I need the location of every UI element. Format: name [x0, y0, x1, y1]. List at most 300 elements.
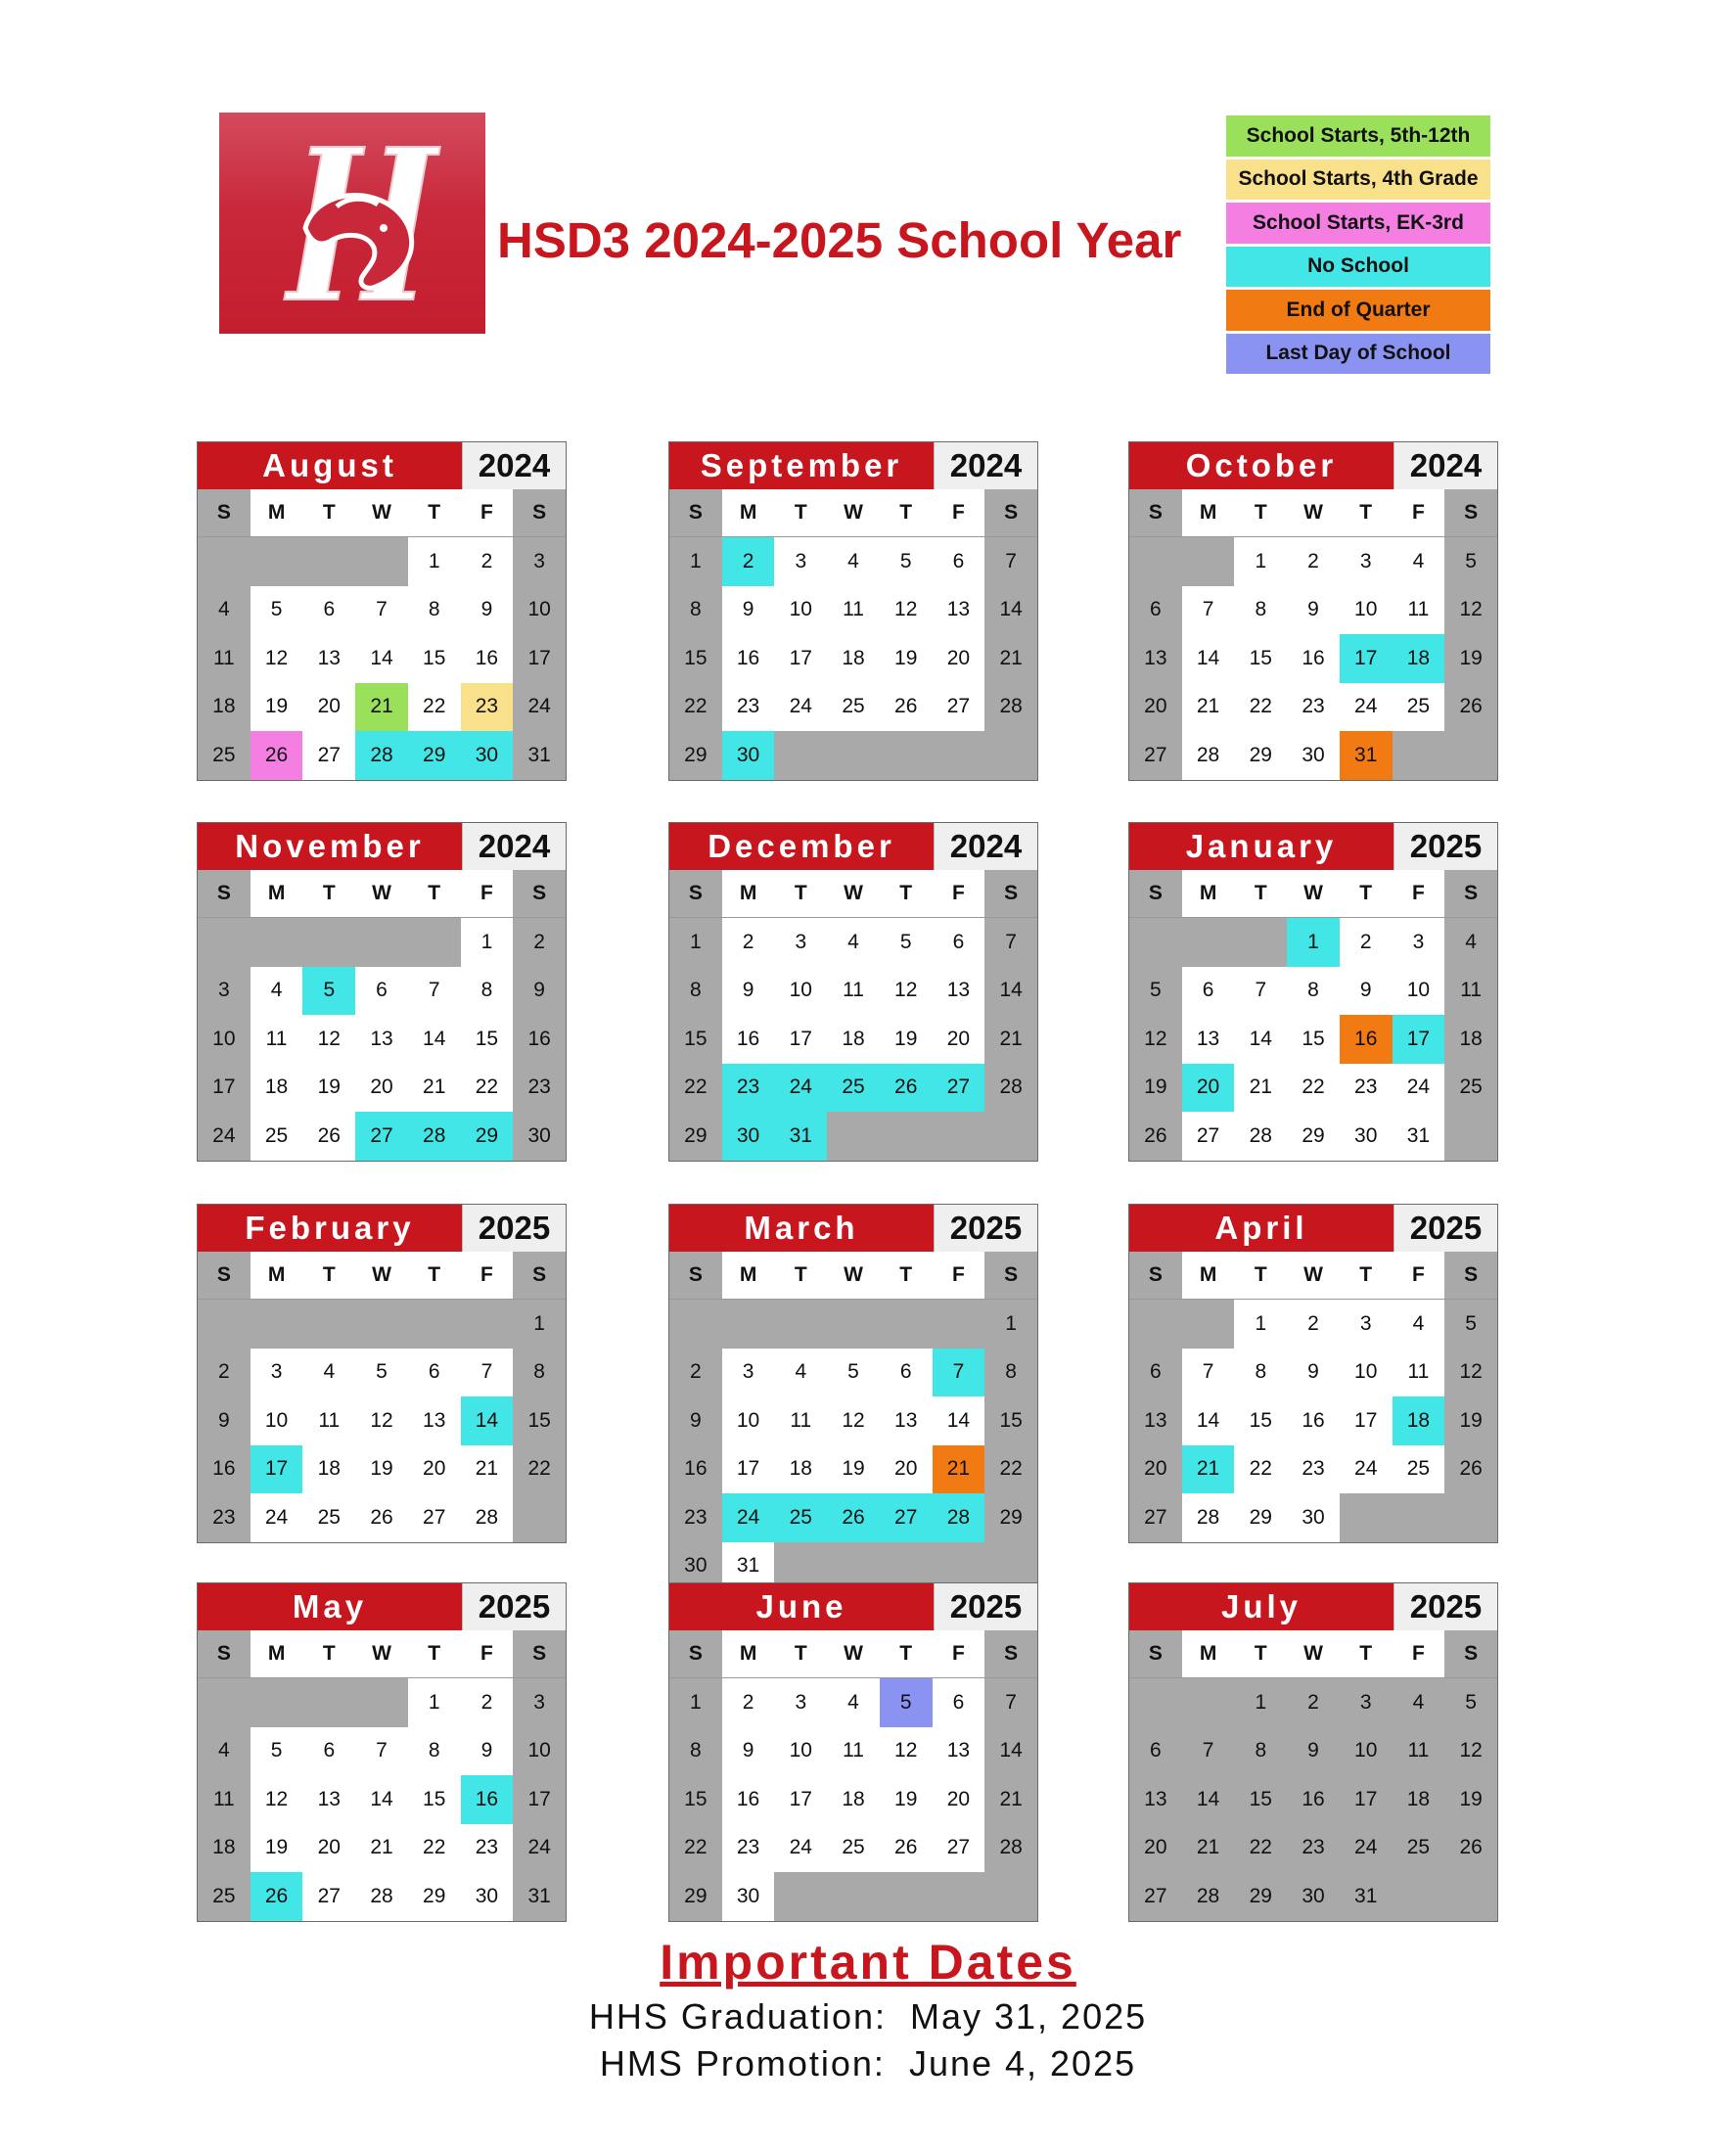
day-cell: 31: [1340, 1872, 1393, 1921]
month-calendar-february: [197, 1204, 567, 1543]
empty-day-cell: [774, 731, 827, 780]
day-cell: 12: [827, 1396, 880, 1445]
day-cell: 6: [933, 1678, 985, 1727]
day-cell: 1: [1287, 918, 1340, 967]
day-cell: 12: [251, 1775, 303, 1824]
day-cell: 22: [669, 1064, 722, 1113]
day-cell: 26: [1444, 1824, 1497, 1873]
day-cell: 11: [827, 967, 880, 1016]
day-cell: 4: [774, 1349, 827, 1397]
day-cell: 17: [1340, 634, 1393, 683]
day-cell: 31: [1340, 731, 1393, 780]
day-cell: 6: [933, 537, 985, 586]
day-cell: 9: [722, 1727, 775, 1776]
day-cell: 27: [933, 1064, 985, 1113]
month-header: [1129, 1205, 1497, 1252]
day-cell: 31: [1393, 1112, 1445, 1161]
weekday-label: S: [984, 1630, 1037, 1677]
page-title: HSD3 2024-2025 School Year: [497, 212, 1182, 268]
day-cell: 8: [1287, 967, 1340, 1016]
weekday-label: F: [933, 489, 985, 536]
empty-day-cell: [984, 1872, 1037, 1921]
day-grid: [198, 537, 566, 780]
month-name: May: [198, 1583, 462, 1630]
day-cell: 12: [355, 1396, 408, 1445]
weekday-header-row: [1129, 489, 1497, 537]
day-cell: 18: [1444, 1015, 1497, 1064]
day-cell: 27: [933, 683, 985, 732]
month-calendar-may: [197, 1582, 567, 1922]
day-cell: 17: [513, 634, 566, 683]
weekday-label: M: [251, 489, 303, 536]
day-cell: 8: [669, 586, 722, 635]
empty-day-cell: [1129, 537, 1182, 586]
month-year: 2025: [934, 1205, 1037, 1252]
day-cell: 21: [1182, 1445, 1235, 1494]
weekday-label: T: [1234, 1630, 1287, 1677]
day-cell: 16: [722, 1015, 775, 1064]
weekday-label: S: [513, 870, 566, 917]
month-calendar-june: [668, 1582, 1038, 1922]
day-cell: 3: [1340, 1678, 1393, 1727]
day-cell: 15: [669, 634, 722, 683]
day-cell: 15: [669, 1775, 722, 1824]
weekday-label: S: [198, 489, 251, 536]
day-cell: 24: [774, 683, 827, 732]
day-cell: 7: [984, 537, 1037, 586]
day-cell: 20: [1129, 683, 1182, 732]
day-cell: 22: [1234, 1824, 1287, 1873]
day-cell: 2: [461, 1678, 514, 1727]
day-cell: 28: [1234, 1112, 1287, 1161]
day-cell: 27: [302, 731, 355, 780]
day-cell: 13: [1129, 1775, 1182, 1824]
day-cell: 1: [669, 1678, 722, 1727]
day-cell: 26: [1444, 1445, 1497, 1494]
day-cell: 23: [198, 1493, 251, 1542]
day-cell: 11: [302, 1396, 355, 1445]
day-cell: 13: [302, 634, 355, 683]
month-year: 2024: [934, 823, 1037, 870]
day-cell: 29: [1234, 1872, 1287, 1921]
empty-day-cell: [1444, 1872, 1497, 1921]
day-cell: 28: [1182, 1872, 1235, 1921]
day-cell: 29: [408, 1872, 461, 1921]
weekday-label: S: [984, 1252, 1037, 1299]
weekday-label: F: [933, 1630, 985, 1677]
day-grid: [669, 537, 1037, 780]
day-cell: 17: [1393, 1015, 1445, 1064]
weekday-label: S: [669, 489, 722, 536]
day-cell: 7: [355, 1727, 408, 1776]
weekday-label: T: [408, 870, 461, 917]
month-name: March: [669, 1205, 934, 1252]
month-name: September: [669, 442, 934, 489]
day-cell: 3: [513, 537, 566, 586]
day-grid: [198, 1300, 566, 1542]
day-cell: 22: [1287, 1064, 1340, 1113]
day-cell: 30: [1287, 1493, 1340, 1542]
day-cell: 3: [774, 918, 827, 967]
day-cell: 3: [774, 537, 827, 586]
day-cell: 4: [302, 1349, 355, 1397]
empty-day-cell: [198, 918, 251, 967]
empty-day-cell: [1182, 1300, 1235, 1349]
day-cell: 18: [1393, 634, 1445, 683]
day-cell: 9: [198, 1396, 251, 1445]
weekday-label: S: [1129, 870, 1182, 917]
month-header: [198, 1583, 566, 1630]
weekday-label: T: [774, 1630, 827, 1677]
day-cell: 21: [355, 1824, 408, 1873]
weekday-label: S: [669, 1252, 722, 1299]
day-cell: 5: [827, 1349, 880, 1397]
day-cell: 19: [827, 1445, 880, 1494]
weekday-label: T: [774, 489, 827, 536]
empty-day-cell: [1182, 1678, 1235, 1727]
day-cell: 29: [1234, 731, 1287, 780]
day-cell: 6: [933, 918, 985, 967]
empty-day-cell: [827, 1872, 880, 1921]
day-cell: 19: [355, 1445, 408, 1494]
day-cell: 18: [1393, 1775, 1445, 1824]
empty-day-cell: [827, 1112, 880, 1161]
day-cell: 15: [408, 634, 461, 683]
day-cell: 30: [669, 1542, 722, 1591]
day-cell: 24: [1393, 1064, 1445, 1113]
day-cell: 19: [880, 634, 933, 683]
month-name: October: [1129, 442, 1393, 489]
day-cell: 5: [1129, 967, 1182, 1016]
day-grid: [198, 918, 566, 1161]
day-cell: 10: [774, 1727, 827, 1776]
day-cell: 5: [880, 537, 933, 586]
month-calendar-july: [1128, 1582, 1498, 1922]
month-year: 2025: [462, 1583, 566, 1630]
weekday-label: S: [1129, 1252, 1182, 1299]
day-cell: 17: [774, 1775, 827, 1824]
day-cell: 27: [408, 1493, 461, 1542]
legend-item-start512: School Starts, 5th-12th: [1226, 115, 1490, 157]
day-cell: 1: [513, 1300, 566, 1349]
month-calendar-january: [1128, 822, 1498, 1162]
day-cell: 11: [1393, 1727, 1445, 1776]
weekday-label: W: [355, 870, 408, 917]
weekday-label: T: [408, 1630, 461, 1677]
month-calendar-august: [197, 441, 567, 781]
day-cell: 30: [461, 1872, 514, 1921]
day-cell: 21: [984, 1775, 1037, 1824]
day-cell: 24: [1340, 1445, 1393, 1494]
weekday-header-row: [1129, 1630, 1497, 1678]
day-cell: 22: [984, 1445, 1037, 1494]
empty-day-cell: [774, 1872, 827, 1921]
empty-day-cell: [933, 1872, 985, 1921]
day-cell: 26: [1129, 1112, 1182, 1161]
empty-day-cell: [198, 1300, 251, 1349]
empty-day-cell: [513, 1493, 566, 1542]
day-cell: 17: [1340, 1775, 1393, 1824]
day-cell: 2: [1287, 1678, 1340, 1727]
day-cell: 24: [198, 1112, 251, 1161]
day-cell: 31: [774, 1112, 827, 1161]
empty-day-cell: [198, 1678, 251, 1727]
day-cell: 27: [355, 1112, 408, 1161]
day-cell: 19: [880, 1015, 933, 1064]
weekday-label: W: [827, 1252, 880, 1299]
day-cell: 27: [880, 1493, 933, 1542]
empty-day-cell: [408, 918, 461, 967]
day-cell: 11: [827, 586, 880, 635]
day-cell: 23: [461, 683, 514, 732]
weekday-label: M: [1182, 1252, 1235, 1299]
month-calendar-march: [668, 1204, 1038, 1591]
day-cell: 13: [1129, 1396, 1182, 1445]
day-cell: 28: [1182, 1493, 1235, 1542]
empty-day-cell: [669, 1300, 722, 1349]
weekday-label: F: [461, 1630, 514, 1677]
day-cell: 4: [1393, 1300, 1445, 1349]
day-cell: 26: [251, 731, 303, 780]
day-grid: [1129, 1678, 1497, 1921]
day-cell: 7: [1182, 586, 1235, 635]
day-cell: 21: [984, 1015, 1037, 1064]
day-cell: 13: [408, 1396, 461, 1445]
day-cell: 28: [1182, 731, 1235, 780]
weekday-label: W: [827, 489, 880, 536]
day-cell: 2: [1340, 918, 1393, 967]
day-cell: 7: [1182, 1349, 1235, 1397]
day-cell: 1: [408, 1678, 461, 1727]
month-header: [198, 1205, 566, 1252]
day-cell: 1: [1234, 1678, 1287, 1727]
day-cell: 25: [251, 1112, 303, 1161]
day-cell: 11: [774, 1396, 827, 1445]
day-cell: 5: [251, 586, 303, 635]
day-cell: 23: [513, 1064, 566, 1113]
day-cell: 2: [1287, 1300, 1340, 1349]
month-year: 2025: [934, 1583, 1037, 1630]
day-cell: 14: [355, 634, 408, 683]
weekday-label: M: [722, 1630, 775, 1677]
weekday-label: S: [1129, 489, 1182, 536]
day-cell: 3: [1340, 1300, 1393, 1349]
day-cell: 22: [1234, 683, 1287, 732]
day-cell: 10: [1340, 1349, 1393, 1397]
day-cell: 6: [1182, 967, 1235, 1016]
empty-day-cell: [408, 1300, 461, 1349]
day-cell: 16: [1287, 634, 1340, 683]
day-cell: 7: [1234, 967, 1287, 1016]
day-cell: 5: [1444, 537, 1497, 586]
empty-day-cell: [1182, 537, 1235, 586]
day-cell: 18: [302, 1445, 355, 1494]
day-cell: 21: [933, 1445, 985, 1494]
day-cell: 25: [1444, 1064, 1497, 1113]
empty-day-cell: [1444, 731, 1497, 780]
day-cell: 18: [1393, 1396, 1445, 1445]
weekday-label: S: [513, 1252, 566, 1299]
day-cell: 6: [302, 586, 355, 635]
weekday-label: S: [669, 1630, 722, 1677]
day-cell: 27: [933, 1824, 985, 1873]
day-cell: 20: [880, 1445, 933, 1494]
day-cell: 13: [1129, 634, 1182, 683]
day-cell: 28: [933, 1493, 985, 1542]
month-name: November: [198, 823, 462, 870]
day-cell: 27: [1129, 1872, 1182, 1921]
day-cell: 22: [408, 1824, 461, 1873]
empty-day-cell: [302, 537, 355, 586]
day-cell: 17: [513, 1775, 566, 1824]
day-cell: 2: [722, 1678, 775, 1727]
day-cell: 6: [302, 1727, 355, 1776]
empty-day-cell: [1444, 1112, 1497, 1161]
empty-day-cell: [461, 1300, 514, 1349]
day-cell: 24: [1340, 1824, 1393, 1873]
weekday-label: T: [302, 1630, 355, 1677]
day-cell: 26: [880, 683, 933, 732]
weekday-label: T: [1340, 489, 1393, 536]
day-cell: 29: [669, 731, 722, 780]
day-cell: 8: [513, 1349, 566, 1397]
day-cell: 25: [1393, 1445, 1445, 1494]
legend-item-endq: End of Quarter: [1226, 290, 1490, 331]
weekday-label: M: [251, 1252, 303, 1299]
weekday-label: S: [1444, 870, 1497, 917]
day-cell: 24: [774, 1824, 827, 1873]
day-cell: 3: [198, 967, 251, 1016]
day-cell: 2: [513, 918, 566, 967]
day-cell: 23: [722, 1064, 775, 1113]
day-cell: 16: [722, 634, 775, 683]
month-year: 2024: [462, 442, 566, 489]
day-cell: 5: [1444, 1678, 1497, 1727]
day-cell: 28: [984, 1824, 1037, 1873]
day-cell: 23: [1287, 1824, 1340, 1873]
weekday-label: T: [408, 1252, 461, 1299]
day-cell: 23: [1287, 1445, 1340, 1494]
day-cell: 30: [461, 731, 514, 780]
weekday-label: S: [513, 1630, 566, 1677]
empty-day-cell: [355, 1300, 408, 1349]
weekday-label: T: [1340, 1630, 1393, 1677]
day-cell: 14: [933, 1396, 985, 1445]
month-year: 2025: [1393, 1205, 1497, 1252]
empty-day-cell: [880, 1112, 933, 1161]
day-cell: 30: [722, 1112, 775, 1161]
day-cell: 9: [722, 586, 775, 635]
day-cell: 15: [513, 1396, 566, 1445]
day-cell: 23: [722, 683, 775, 732]
day-grid: [1129, 918, 1497, 1161]
weekday-header-row: [198, 1252, 566, 1300]
empty-day-cell: [774, 1300, 827, 1349]
legend-item-start4: School Starts, 4th Grade: [1226, 160, 1490, 201]
weekday-label: S: [1444, 1630, 1497, 1677]
day-cell: 10: [1340, 1727, 1393, 1776]
school-logo: [219, 113, 485, 334]
day-cell: 7: [461, 1349, 514, 1397]
day-cell: 16: [198, 1445, 251, 1494]
day-cell: 27: [1129, 1493, 1182, 1542]
weekday-label: T: [302, 1252, 355, 1299]
day-cell: 16: [513, 1015, 566, 1064]
day-cell: 16: [461, 1775, 514, 1824]
day-cell: 3: [722, 1349, 775, 1397]
month-name: April: [1129, 1205, 1393, 1252]
weekday-label: W: [1287, 489, 1340, 536]
weekday-label: F: [933, 1252, 985, 1299]
empty-day-cell: [302, 918, 355, 967]
day-cell: 2: [1287, 537, 1340, 586]
weekday-label: F: [461, 489, 514, 536]
day-cell: 10: [513, 586, 566, 635]
day-cell: 16: [1340, 1015, 1393, 1064]
month-year: 2025: [462, 1205, 566, 1252]
day-cell: 24: [513, 1824, 566, 1873]
empty-day-cell: [880, 731, 933, 780]
day-cell: 30: [1340, 1112, 1393, 1161]
empty-day-cell: [251, 918, 303, 967]
day-cell: 14: [408, 1015, 461, 1064]
day-cell: 8: [984, 1349, 1037, 1397]
day-cell: 12: [1129, 1015, 1182, 1064]
day-cell: 26: [302, 1112, 355, 1161]
day-cell: 9: [461, 586, 514, 635]
day-cell: 5: [880, 918, 933, 967]
day-cell: 8: [1234, 1349, 1287, 1397]
day-cell: 11: [1393, 586, 1445, 635]
day-cell: 16: [722, 1775, 775, 1824]
weekday-label: M: [1182, 1630, 1235, 1677]
weekday-label: M: [251, 870, 303, 917]
day-cell: 1: [408, 537, 461, 586]
day-cell: 14: [1182, 634, 1235, 683]
weekday-label: F: [1393, 1630, 1445, 1677]
day-cell: 3: [513, 1678, 566, 1727]
weekday-header-row: [1129, 1252, 1497, 1300]
day-cell: 31: [513, 1872, 566, 1921]
day-cell: 30: [513, 1112, 566, 1161]
weekday-label: W: [355, 1252, 408, 1299]
day-cell: 23: [461, 1824, 514, 1873]
day-cell: 19: [1444, 634, 1497, 683]
day-cell: 21: [408, 1064, 461, 1113]
day-cell: 14: [1182, 1775, 1235, 1824]
weekday-label: F: [1393, 870, 1445, 917]
day-grid: [1129, 537, 1497, 780]
weekday-label: F: [933, 870, 985, 917]
month-year: 2024: [1393, 442, 1497, 489]
weekday-label: M: [1182, 489, 1235, 536]
day-cell: 9: [461, 1727, 514, 1776]
month-calendar-october: [1128, 441, 1498, 781]
day-cell: 7: [984, 918, 1037, 967]
day-cell: 21: [355, 683, 408, 732]
day-cell: 8: [1234, 1727, 1287, 1776]
empty-day-cell: [1129, 1300, 1182, 1349]
weekday-label: T: [774, 870, 827, 917]
day-cell: 4: [1393, 537, 1445, 586]
day-cell: 19: [880, 1775, 933, 1824]
weekday-label: W: [1287, 1630, 1340, 1677]
weekday-label: S: [669, 870, 722, 917]
day-cell: 30: [1287, 1872, 1340, 1921]
day-cell: 15: [669, 1015, 722, 1064]
day-cell: 10: [1393, 967, 1445, 1016]
day-cell: 28: [984, 1064, 1037, 1113]
